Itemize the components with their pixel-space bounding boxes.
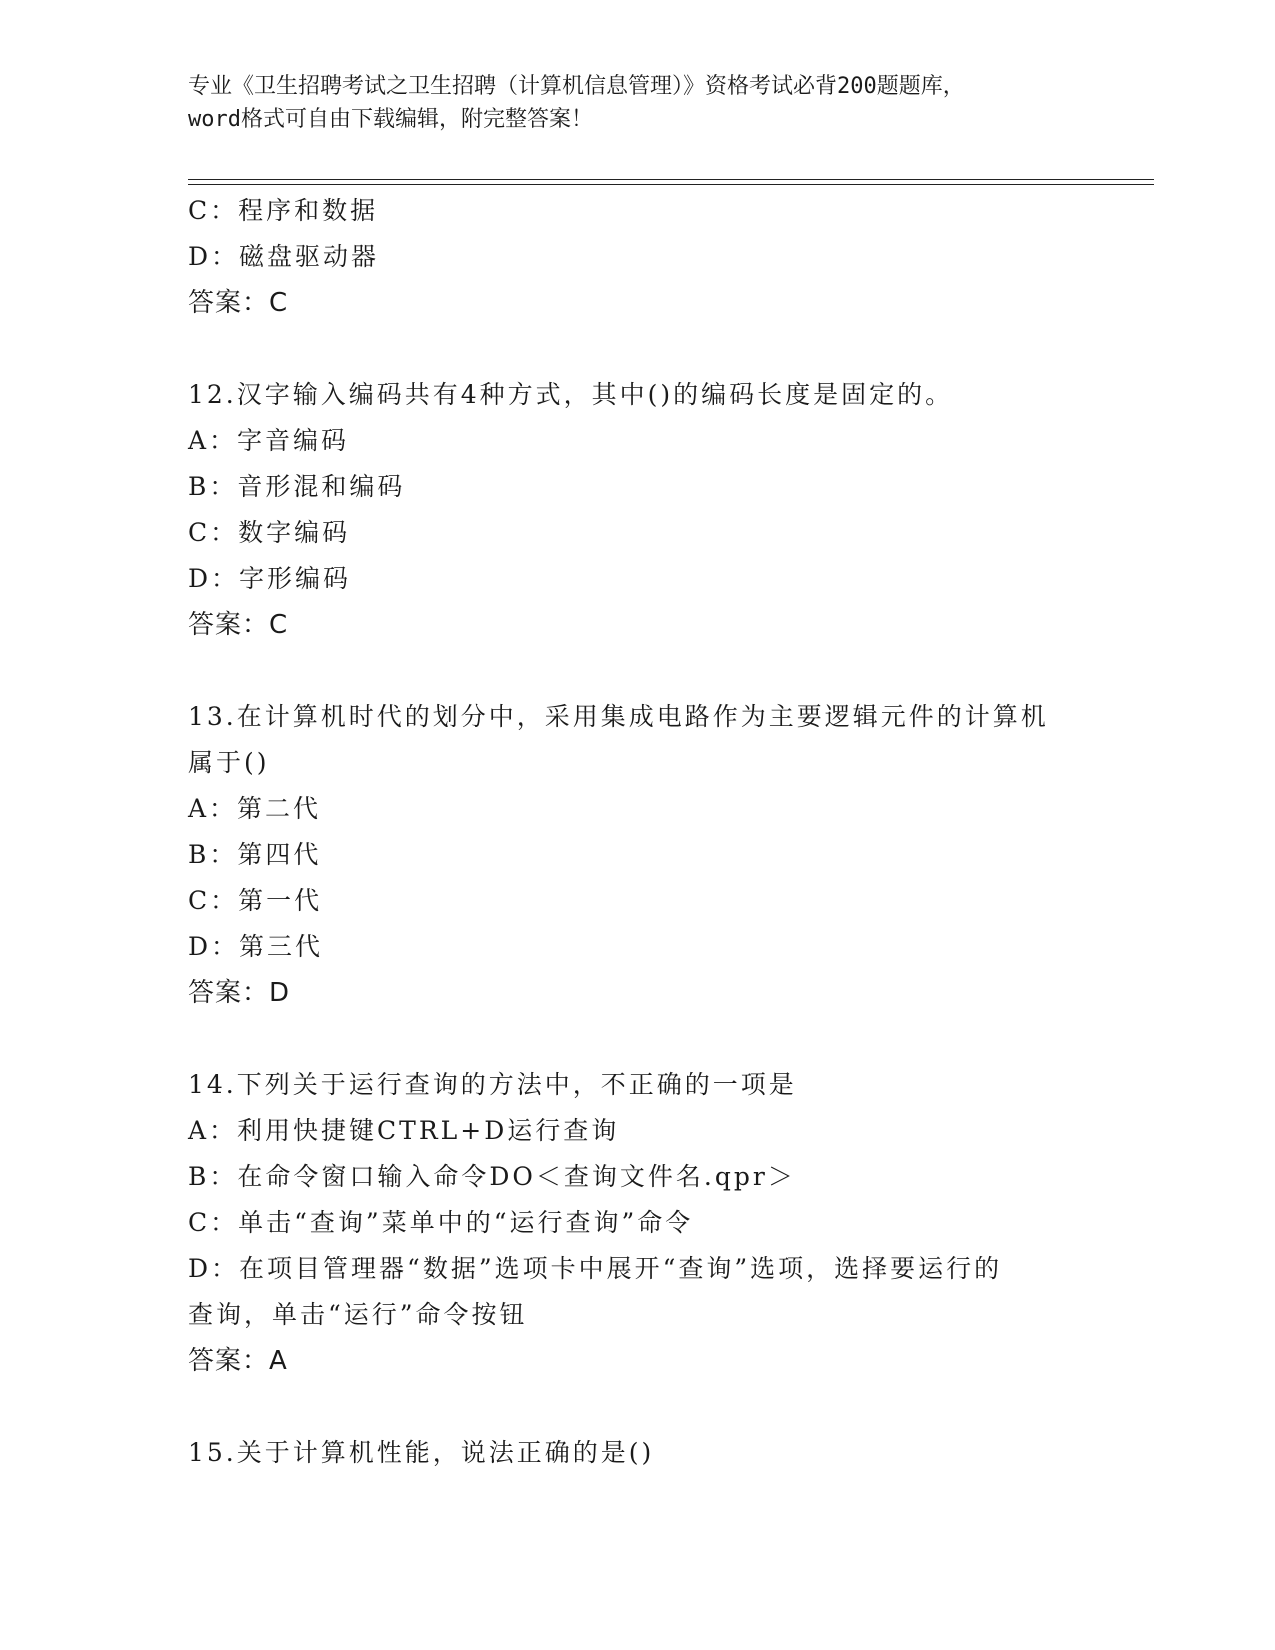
question-block-14	[188, 1062, 1078, 1384]
header-divider-bottom	[188, 184, 1154, 185]
option-d: D：字形编码	[188, 564, 352, 593]
spacer	[188, 326, 1078, 372]
question-stem-continued: 属于()	[188, 748, 270, 777]
option-c: C：单击“查询”菜单中的“运行查询”命令	[188, 1208, 694, 1237]
option-d: D：第三代	[188, 932, 324, 961]
option-d: D：磁盘驱动器	[188, 242, 380, 271]
option-a: A：利用快捷键CTRL+D运行查询	[188, 1116, 620, 1145]
option-b: B：在命令窗口输入命令DO＜查询文件名.qpr＞	[188, 1162, 796, 1191]
header-title-line-1: 专业《卫生招聘考试之卫生招聘（计算机信息管理）》资格考试必背200题题库，	[188, 74, 965, 99]
header-divider-top	[188, 179, 1154, 180]
answer-line: 答案：C	[188, 610, 289, 640]
spacer	[188, 1016, 1078, 1062]
option-b: B：音形混和编码	[188, 472, 406, 501]
option-a: A：字音编码	[188, 426, 350, 455]
question-list	[188, 188, 1078, 1476]
option-c: C：数字编码	[188, 518, 351, 547]
spacer	[188, 648, 1078, 694]
document-header	[188, 70, 1088, 136]
answer-line: 答案：A	[188, 1346, 288, 1376]
option-a: A：第二代	[188, 794, 322, 823]
option-d: D：在项目管理器“数据”选项卡中展开“查询”选项，选择要运行的	[188, 1254, 1003, 1283]
question-block-15	[188, 1430, 1078, 1476]
option-c: C：第一代	[188, 886, 323, 915]
answer-line: 答案：D	[188, 978, 291, 1008]
question-stem: 15.关于计算机性能，说法正确的是()	[188, 1438, 655, 1467]
spacer	[188, 1384, 1078, 1430]
answer-line: 答案：C	[188, 288, 289, 318]
option-c: C：程序和数据	[188, 196, 379, 225]
question-stem: 13.在计算机时代的划分中，采用集成电路作为主要逻辑元件的计算机	[188, 702, 1049, 731]
option-d-continued: 查询，单击“运行”命令按钮	[188, 1300, 528, 1329]
question-block-11-continuation	[188, 188, 1078, 326]
option-b: B：第四代	[188, 840, 322, 869]
question-block-13	[188, 694, 1078, 1016]
header-title-line-2: word格式可自由下载编辑，附完整答案！	[188, 107, 593, 132]
question-block-12	[188, 372, 1078, 648]
question-stem: 12.汉字输入编码共有4种方式，其中()的编码长度是固定的。	[188, 380, 954, 409]
question-stem: 14.下列关于运行查询的方法中，不正确的一项是	[188, 1070, 797, 1099]
